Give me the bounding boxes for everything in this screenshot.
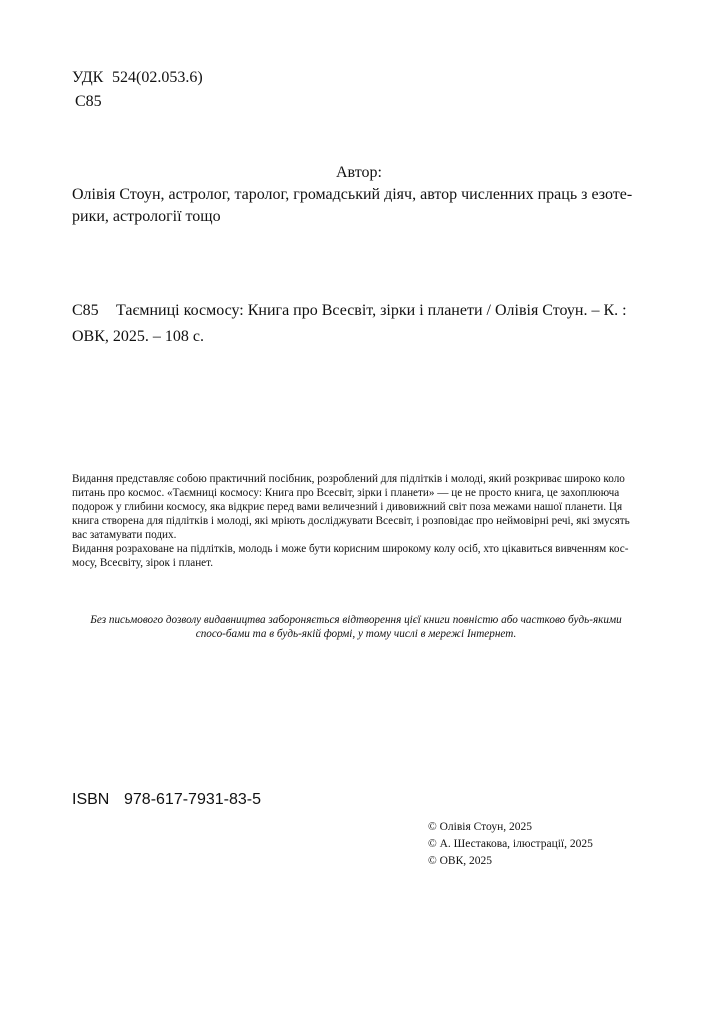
udc-label: УДК [72,69,104,86]
bib-line-1: Таємниці космосу: Книга про Всесвіт, зірки і планети / Олівія Стоун. – К. : [116,302,627,319]
copyright-notice-line-2: спосо-бами та в будь-якій формі, у тому числі в мережі Інтернет. [195,628,517,640]
author-line-1: Олівія Стоун, астролог, таролог, громадський діяч, автор численних праць з езоте- [72,186,633,203]
annotation-line-6: Видання розраховане на підлітків, молодь і може бути корисним широкому колу осіб, хто цікавиться вивченням кос- [72,543,629,555]
bib-cutter: С85 [72,302,99,319]
copyright-notice-line-1: Без письмового дозволу видавництва забороняється відтворення цієї книги повністю або частково будь-якими [90,614,622,626]
annotation-line-1: Видання представляє собою практичний посібник, розроблений для підлітків і молоді, який розкриває широко коло [72,473,625,485]
isbn-number: 978-617-7931-83-5 [124,791,261,808]
author-line-2: рики, астрології тощо [72,208,221,225]
annotation-line-3: подорож у глибини космосу, яка відкриє перед вами величезний і дивовижний світ поза межами нашої планети. Ця [72,501,623,513]
udc-code: 524(02.053.6) [112,69,203,86]
annotation-line-7: мосу, Всесвіту, зірок і планет. [72,557,213,569]
annotation-line-5: вас затамувати подих. [72,529,177,541]
isbn-label: ISBN [72,791,110,808]
bib-line-2: ОВК, 2025. – 108 с. [72,328,204,345]
copyright-illustrator: © А. Шестакова, ілюстрації, 2025 [428,838,593,850]
udc-cutter: С85 [75,93,102,110]
author-heading: Автор: [336,164,382,181]
annotation-line-4: книга створена для підлітків і молоді, які мріють досліджувати Всесвіт, і розповідає про неймовірні речі, які змусять [72,515,630,527]
annotation-line-2: питань про космос. «Таємниці космосу: Книга про Всесвіт, зірки і планети» — це не просто книга, це захоплююча [72,487,620,499]
copyright-author: © Олівія Стоун, 2025 [428,821,532,833]
copyright-publisher: © ОВК, 2025 [428,855,493,867]
